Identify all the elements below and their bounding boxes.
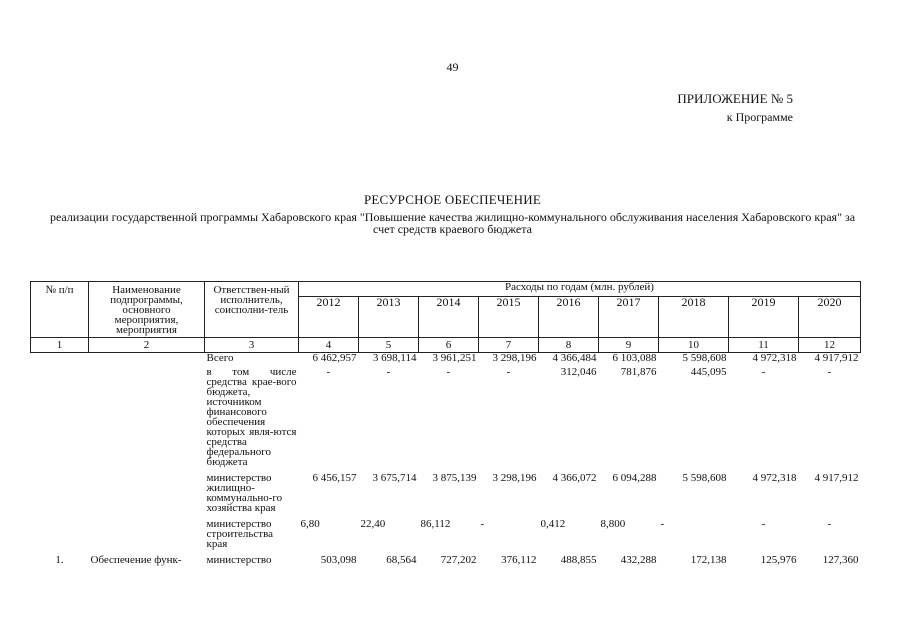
row-value: 127,360	[822, 553, 859, 566]
row-value: 125,976	[760, 553, 797, 566]
row-value: 445,095	[690, 365, 727, 378]
row-value: 6 462,957	[312, 352, 357, 364]
row-name	[89, 519, 205, 555]
row-value: 3 298,196	[492, 471, 537, 484]
header-num: № п/п	[31, 282, 89, 338]
header-year: 2017	[599, 297, 659, 338]
document-subtitle: реализации государственной программы Хабаровского края "Повышение качества жилищно-коммунального обслуживания населения Хабаровского края" за счет средств краевого бюджета	[49, 210, 856, 236]
row-value: 6,80	[300, 517, 320, 530]
row-value: 312,046	[560, 365, 597, 378]
row-value: 4 972,318	[752, 471, 797, 484]
row-responsible: министерство строительства края	[206, 517, 274, 550]
row-value: 781,876	[620, 365, 657, 378]
row-value: 4 366,072	[552, 471, 597, 484]
row-value: 503,098	[320, 553, 357, 566]
column-number: 2	[89, 338, 205, 353]
row-num: 1.	[55, 553, 64, 566]
row-value: -	[660, 517, 665, 530]
table-row	[31, 555, 861, 565]
row-value: -	[827, 365, 832, 378]
row-value: 22,40	[360, 517, 386, 530]
row-name: Обеспечение функ-	[90, 553, 182, 566]
row-value: -	[761, 365, 766, 378]
row-value: 5 598,608	[682, 352, 727, 364]
row-responsible: в том числе средства крае-вого бюджета, источником финансового обеспечения которых явля-ются средства федерального бюджета	[206, 365, 297, 468]
table-row	[31, 473, 861, 519]
row-value: 6 456,157	[312, 471, 357, 484]
row-name	[89, 473, 205, 519]
row-value: 5 598,608	[682, 471, 727, 484]
row-value: 4 917,912	[814, 352, 859, 364]
column-number: 4	[299, 338, 359, 353]
header-year: 2019	[729, 297, 799, 338]
row-name	[89, 353, 205, 367]
row-value: -	[506, 365, 511, 378]
row-value: 4 366,484	[552, 352, 597, 364]
row-value: 172,138	[690, 553, 727, 566]
row-value: 376,112	[501, 553, 537, 566]
column-number: 8	[539, 338, 599, 353]
row-num	[31, 519, 89, 555]
row-value: 6 103,088	[612, 352, 657, 364]
header-year: 2014	[419, 297, 479, 338]
page-number: 49	[446, 60, 459, 74]
table-row	[31, 353, 861, 367]
column-number: 3	[205, 338, 299, 353]
row-value: 4 917,912	[814, 471, 859, 484]
row-value: 727,202	[440, 553, 477, 566]
column-number: 11	[729, 338, 799, 353]
row-value: 3 698,114	[372, 352, 417, 364]
document-title: РЕСУРСНОЕ ОБЕСПЕЧЕНИЕ	[363, 192, 541, 207]
row-responsible: Всего	[206, 352, 234, 364]
appendix-subtitle: к Программе	[726, 110, 793, 124]
column-number: 5	[359, 338, 419, 353]
row-value: 3 298,196	[492, 352, 537, 364]
header-year: 2015	[479, 297, 539, 338]
header-year: 2020	[799, 297, 861, 338]
row-responsible: министерство	[206, 553, 272, 566]
row-value: 86,112	[420, 517, 451, 530]
table-row	[31, 367, 861, 473]
row-value: 6 094,288	[612, 471, 657, 484]
row-value: 3 875,139	[432, 471, 477, 484]
header-responsible: Ответствен-ный исполнитель, соисполни-тель	[205, 282, 299, 338]
column-number: 7	[479, 338, 539, 353]
row-value: 3 961,251	[432, 352, 477, 364]
row-value: 4 972,318	[752, 352, 797, 364]
row-value: 432,288	[620, 553, 657, 566]
table-row	[31, 519, 861, 555]
column-number: 6	[419, 338, 479, 353]
header-year: 2016	[539, 297, 599, 338]
row-responsible: министерство жилищно-коммунально-го хозяйства края	[206, 471, 283, 514]
row-num	[31, 473, 89, 519]
header-year: 2012	[299, 297, 359, 338]
row-value: 3 675,714	[372, 471, 417, 484]
row-value: -	[446, 365, 451, 378]
column-number: 9	[599, 338, 659, 353]
column-number: 1	[31, 338, 89, 353]
header-name: Наименование подпрограммы, основного мероприятия, мероприятия	[89, 282, 205, 338]
header-year: 2013	[359, 297, 419, 338]
header-year: 2018	[659, 297, 729, 338]
row-num	[31, 367, 89, 473]
row-value: 68,564	[386, 553, 417, 566]
row-name	[89, 367, 205, 473]
row-value: -	[480, 517, 485, 530]
row-value: -	[827, 517, 832, 530]
row-value: 8,800	[600, 517, 626, 530]
row-value: -	[326, 365, 331, 378]
column-number: 12	[799, 338, 861, 353]
column-number: 10	[659, 338, 729, 353]
appendix-title: ПРИЛОЖЕНИЕ № 5	[677, 91, 793, 106]
row-value: -	[386, 365, 391, 378]
row-value: -	[761, 517, 766, 530]
header-expenses: Расходы по годам (млн. рублей)	[299, 282, 861, 297]
row-num	[31, 353, 89, 367]
row-value: 488,855	[560, 553, 597, 566]
row-value: 0,412	[540, 517, 566, 530]
resource-table	[30, 281, 861, 565]
